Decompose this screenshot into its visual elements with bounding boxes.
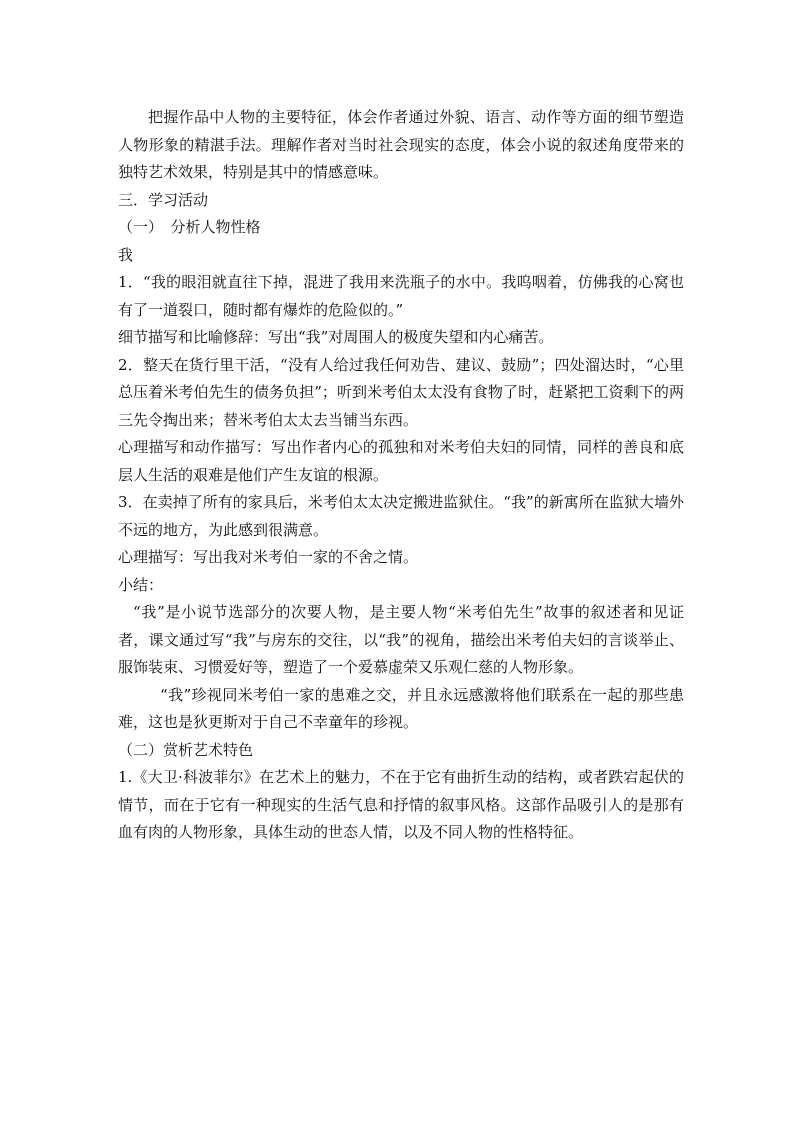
section-heading-learning-activities: 三．学习活动 — [118, 190, 209, 209]
document-body — [118, 104, 684, 847]
quote-paragraph-1: 1．“我的眼泪就直往下掉，混进了我用来洗瓶子的水中。我呜咽着，仿佛我的心窝也有了一道裂口，随时都有爆炸的危险似的。” — [118, 273, 684, 319]
quote-paragraph-2: 2．整天在货行里干活，“没有人给过我任何劝告、建议、鼓励”；四处溜达时，“心里总压着米考伯先生的债务负担”；听到米考伯太太没有食物了时，赶紧把工资剩下的两三先令掏出来；替米考伯太太去当铺当东西。 — [118, 355, 684, 429]
art-feature-paragraph-1: 1.《大卫·科波菲尔》在艺术上的魅力，不在于它有曲折生动的结构，或者跌宕起伏的情节，而在于它有一种现实的生活气息和抒情的叙事风格。这部作品吸引人的是那有血有肉的人物形象，具体生动的世态人情，以及不同人物的性格特征。 — [118, 768, 684, 841]
summary-paragraph-2: “我”珍视同米考伯一家的患难之交，并且永远感激将他们联系在一起的那些患难，这也是狄更斯对于自己不幸童年的珍视。 — [118, 685, 684, 731]
analysis-paragraph-2: 心理描写和动作描写：写出作者内心的孤独和对米考伯夫妇的同情，同样的善良和底层人生活的艰难是他们产生友谊的根源。 — [118, 438, 684, 484]
character-heading-me: 我 — [118, 245, 134, 264]
analysis-paragraph-1: 细节描写和比喻修辞：写出“我”对周围人的极度失望和内心痛苦。 — [118, 328, 554, 346]
summary-paragraph-1: “我”是小说节选部分的次要人物，是主要人物“米考伯先生”故事的叙述者和见证者，课文通过写“我”与房东的交往，以“我”的视角，描绘出米考伯夫妇的言谈举止、服饰装束、习惯爱好等，塑造了一个爱慕虚荣又乐观仁慈的人物形象。 — [118, 603, 684, 676]
summary-label: 小结： — [118, 575, 164, 594]
intro-paragraph: 把握作品中人物的主要特征，体会作者通过外貌、语言、动作等方面的细节塑造人物形象的精湛手法。理解作者对当时社会现实的态度，体会小说的叙述角度带来的独特艺术效果，特别是其中的情感意味。 — [118, 108, 684, 181]
quote-paragraph-3: 3．在卖掉了所有的家具后，米考伯太太决定搬进监狱住。“我”的新寓所在监狱大墙外不远的地方，为此感到很满意。 — [118, 493, 684, 539]
subsection-heading-character-analysis: （一） 分析人物性格 — [118, 218, 261, 236]
subsection-heading-art-features: （二）赏析艺术特色 — [118, 740, 254, 759]
analysis-paragraph-3: 心理描写：写出我对米考伯一家的不舍之情。 — [118, 548, 419, 566]
